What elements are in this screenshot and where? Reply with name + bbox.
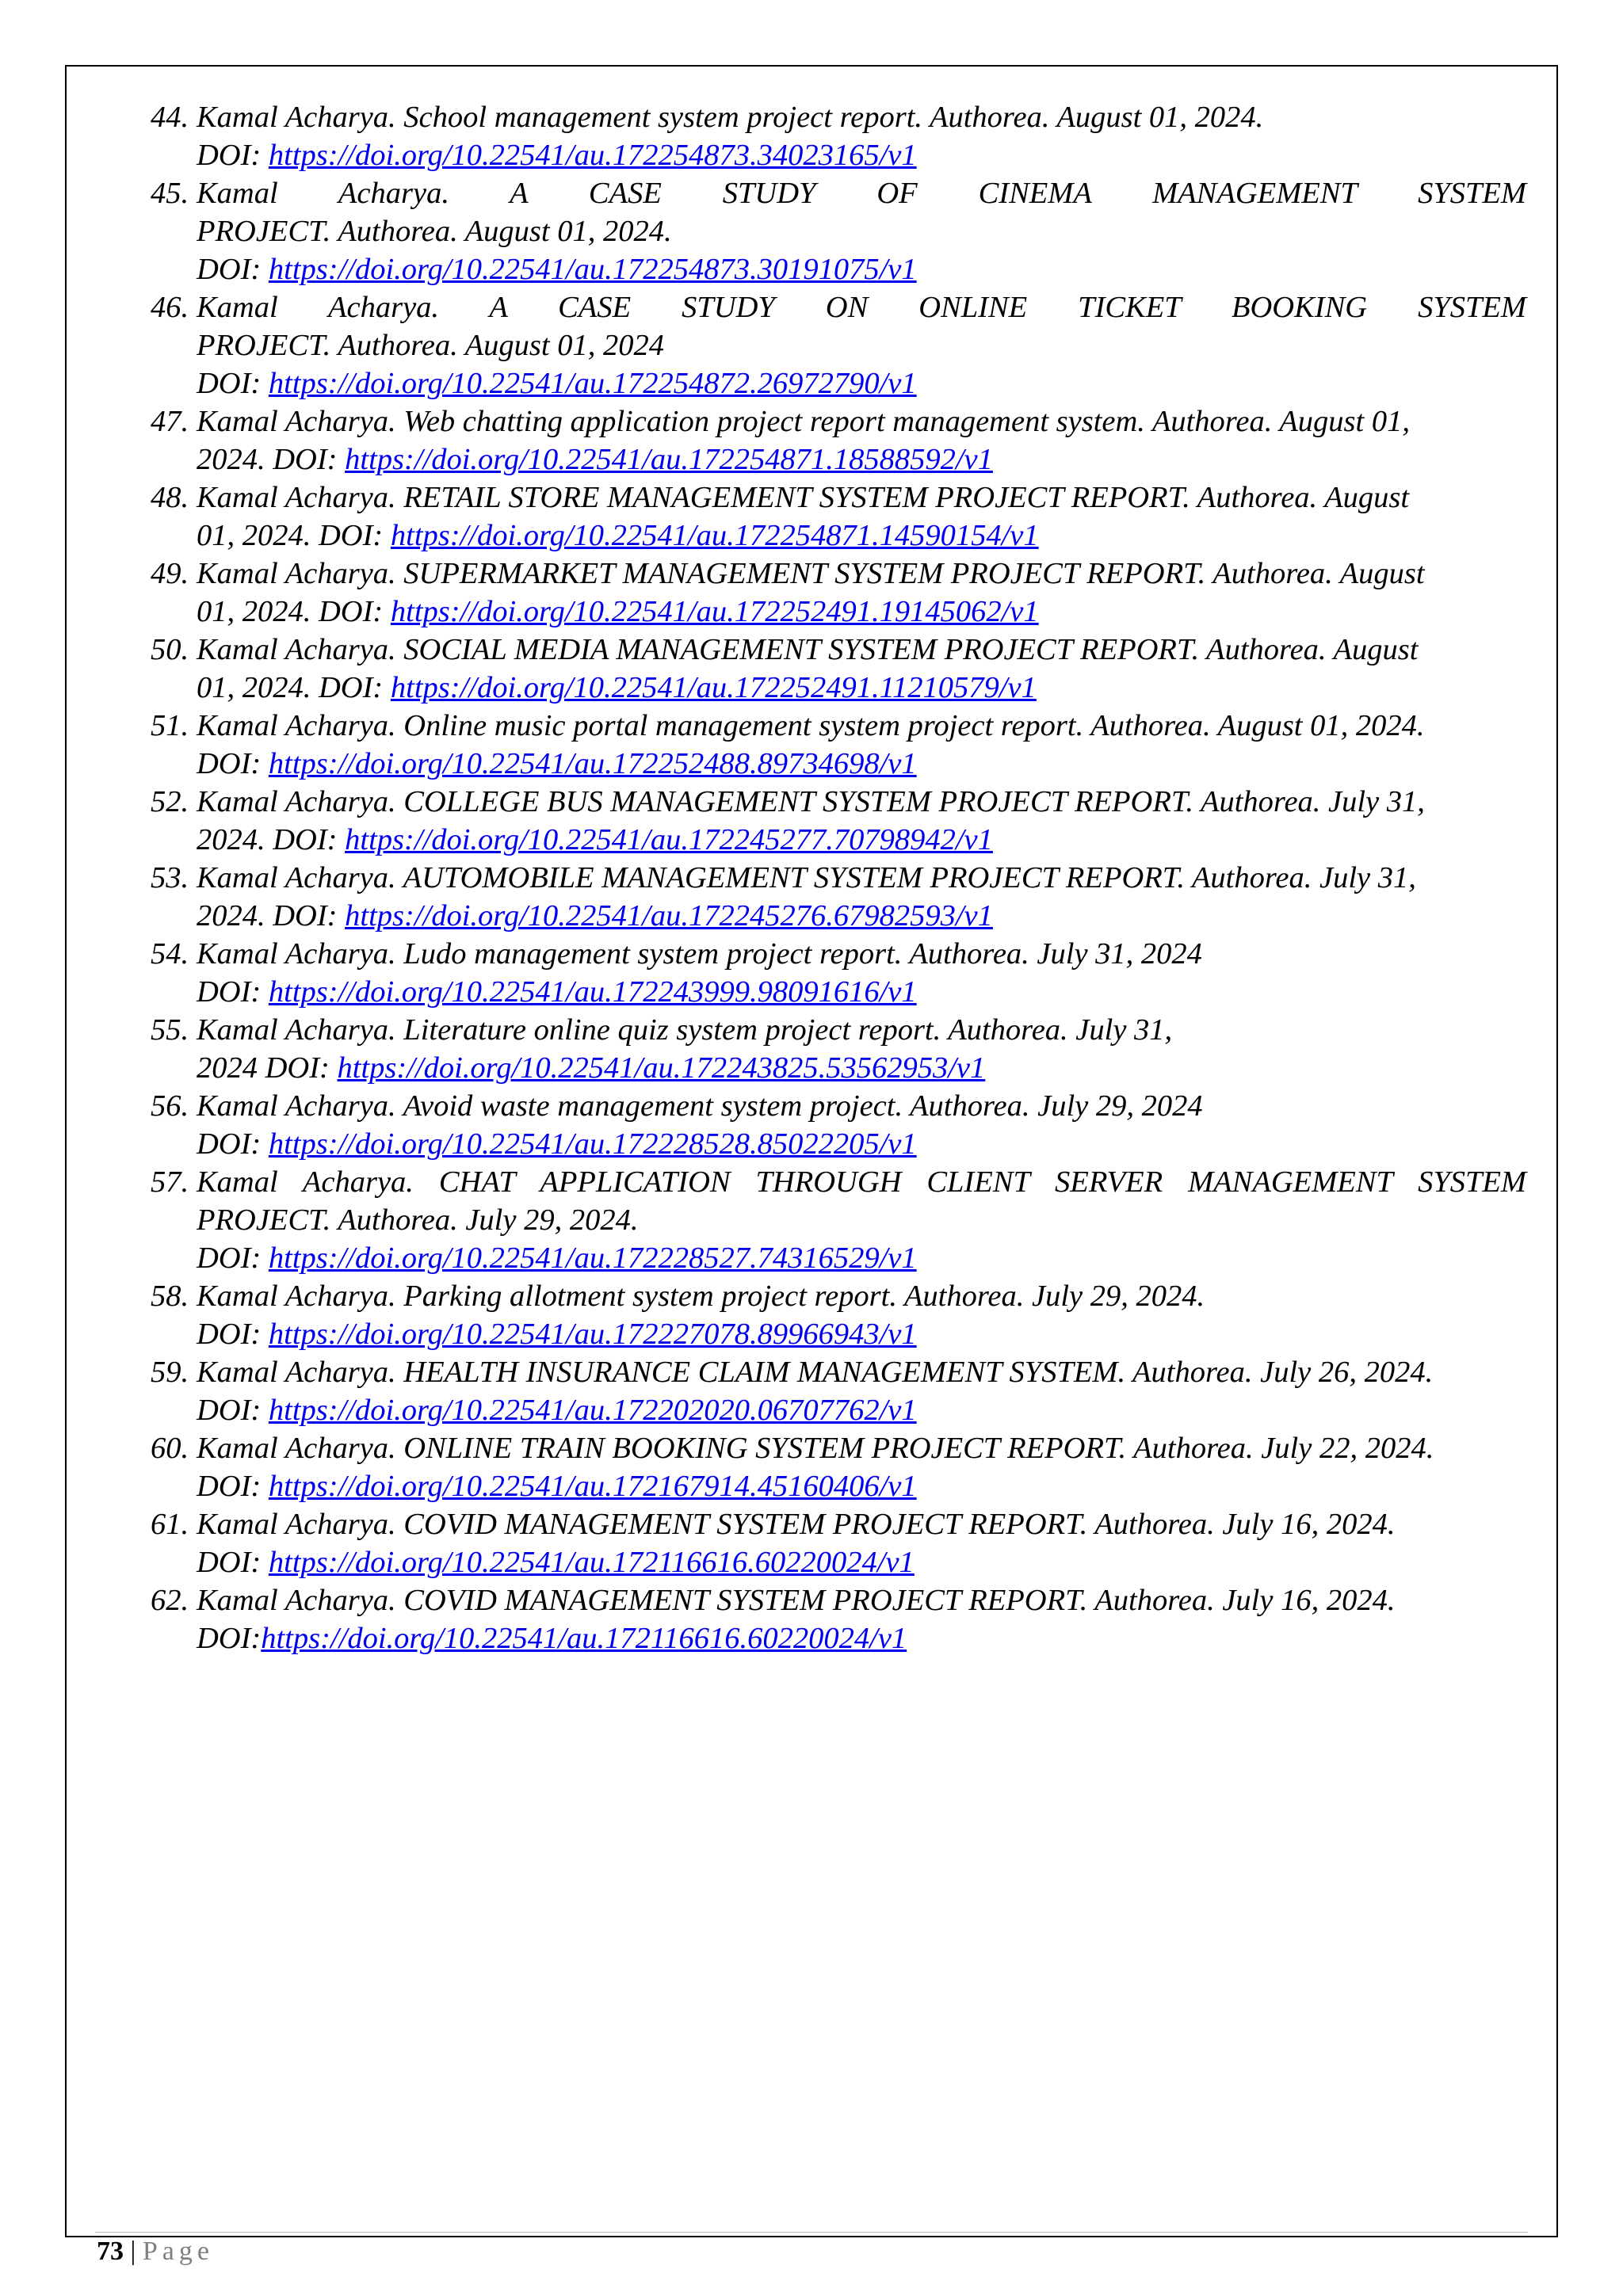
- doi-link[interactable]: https://doi.org/10.22541/au.172254871.14590154/v1: [390, 519, 1039, 552]
- reference-number: 44.: [151, 101, 189, 134]
- doi-link[interactable]: https://doi.org/10.22541/au.172167914.45160406/v1: [268, 1470, 917, 1503]
- reference-item: [151, 1429, 1526, 1505]
- reference-doi-line: [197, 593, 1526, 631]
- reference-doi-line: [197, 1467, 1526, 1505]
- reference-doi-line: [197, 669, 1526, 707]
- reference-number: 47.: [151, 405, 189, 438]
- reference-doi-line: [197, 1239, 1526, 1277]
- doi-prefix: DOI:: [197, 139, 269, 172]
- reference-text-line: Kamal Acharya. COVID MANAGEMENT SYSTEM PROJECT REPORT. Authorea. July 16, 2024.: [197, 1508, 1396, 1541]
- doi-link[interactable]: https://doi.org/10.22541/au.172228527.74316529/v1: [268, 1241, 917, 1275]
- reference-text-line: Kamal Acharya. RETAIL STORE MANAGEMENT SYSTEM PROJECT REPORT. Authorea. August: [197, 481, 1410, 514]
- reference-item: [151, 935, 1526, 1011]
- doi-prefix: 01, 2024. DOI:: [197, 671, 391, 704]
- reference-item: [151, 288, 1526, 402]
- reference-item: [151, 1277, 1526, 1353]
- reference-number: 60.: [151, 1432, 189, 1465]
- reference-doi-line: [197, 1315, 1526, 1353]
- reference-doi-line: [197, 441, 1526, 479]
- reference-doi-line: [197, 136, 1526, 174]
- reference-number: 53.: [151, 861, 189, 894]
- reference-text-line: Kamal Acharya. COVID MANAGEMENT SYSTEM PROJECT REPORT. Authorea. July 16, 2024.: [197, 1584, 1396, 1617]
- reference-item: [151, 98, 1526, 174]
- reference-number: 56.: [151, 1089, 189, 1123]
- reference-text-line: Kamal Acharya. SOCIAL MEDIA MANAGEMENT SYSTEM PROJECT REPORT. Authorea. August: [197, 633, 1419, 666]
- reference-doi-line: [197, 745, 1526, 783]
- reference-text-line: Kamal Acharya. Avoid waste management system project. Authorea. July 29, 2024: [197, 1089, 1203, 1123]
- doi-prefix: 01, 2024. DOI:: [197, 595, 391, 628]
- reference-doi-line: [197, 1125, 1526, 1163]
- doi-prefix: DOI:: [197, 1470, 269, 1503]
- reference-number: 61.: [151, 1508, 189, 1541]
- reference-item: [151, 1163, 1526, 1277]
- doi-link[interactable]: https://doi.org/10.22541/au.172116616.60220024/v1: [268, 1546, 915, 1579]
- reference-text-line: PROJECT. Authorea. July 29, 2024.: [197, 1203, 639, 1237]
- reference-text-line: Kamal Acharya. Ludo management system project report. Authorea. July 31, 2024: [197, 937, 1202, 971]
- reference-item: [151, 1087, 1526, 1163]
- reference-item: [151, 783, 1526, 859]
- doi-prefix: 2024 DOI:: [197, 1051, 338, 1085]
- doi-prefix: DOI:: [197, 253, 269, 286]
- doi-link[interactable]: https://doi.org/10.22541/au.172227078.89966943/v1: [268, 1318, 917, 1351]
- reference-text-line: PROJECT. Authorea. August 01, 2024.: [197, 215, 672, 248]
- doi-prefix: DOI:: [197, 367, 269, 400]
- reference-doi-line: [197, 517, 1526, 555]
- doi-link[interactable]: https://doi.org/10.22541/au.172252491.19145062/v1: [390, 595, 1039, 628]
- doi-prefix: DOI:: [197, 1241, 269, 1275]
- doi-link[interactable]: https://doi.org/10.22541/au.172245277.70798942/v1: [345, 823, 993, 856]
- reference-item: [151, 402, 1526, 479]
- doi-link[interactable]: https://doi.org/10.22541/au.172254873.34023165/v1: [268, 139, 917, 172]
- page-footer: [97, 2236, 214, 2267]
- reference-item: [151, 631, 1526, 707]
- reference-item: [151, 479, 1526, 555]
- reference-item: [151, 1353, 1526, 1429]
- doi-prefix: DOI:: [197, 1127, 269, 1161]
- doi-link[interactable]: https://doi.org/10.22541/au.172252488.89734698/v1: [268, 747, 917, 780]
- reference-text-line: Kamal Acharya. Online music portal management system project report. Authorea. August 01, 2024.: [197, 709, 1425, 742]
- reference-list: [151, 98, 1526, 1657]
- doi-link[interactable]: https://doi.org/10.22541/au.172254871.18588592/v1: [345, 443, 993, 476]
- doi-prefix: 2024. DOI:: [197, 443, 346, 476]
- footer-separator: |: [124, 2237, 143, 2266]
- reference-text-line: Kamal Acharya. AUTOMOBILE MANAGEMENT SYSTEM PROJECT REPORT. Authorea. July 31,: [197, 861, 1416, 894]
- reference-text-line: Kamal Acharya. School management system project report. Authorea. August 01, 2024.: [197, 101, 1264, 134]
- doi-prefix: 2024. DOI:: [197, 823, 346, 856]
- doi-link[interactable]: https://doi.org/10.22541/au.172254873.30191075/v1: [268, 253, 917, 286]
- reference-item: [151, 859, 1526, 935]
- reference-number: 49.: [151, 557, 189, 590]
- doi-prefix: DOI:: [197, 1318, 269, 1351]
- reference-item: [151, 1505, 1526, 1581]
- reference-text-line: Kamal Acharya. A CASE STUDY OF CINEMA MANAGEMENT SYSTEM: [197, 177, 1526, 210]
- reference-text-line: Kamal Acharya. ONLINE TRAIN BOOKING SYSTEM PROJECT REPORT. Authorea. July 22, 2024.: [197, 1432, 1434, 1465]
- page-label: Page: [142, 2237, 214, 2266]
- doi-link[interactable]: https://doi.org/10.22541/au.172202020.06707762/v1: [268, 1394, 917, 1427]
- reference-doi-line: [197, 821, 1526, 859]
- reference-number: 58.: [151, 1280, 189, 1313]
- reference-doi-line: [197, 1391, 1526, 1429]
- reference-number: 50.: [151, 633, 189, 666]
- reference-number: 51.: [151, 709, 189, 742]
- reference-text-line: Kamal Acharya. COLLEGE BUS MANAGEMENT SYSTEM PROJECT REPORT. Authorea. July 31,: [197, 785, 1425, 818]
- doi-link[interactable]: https://doi.org/10.22541/au.172252491.11210579/v1: [390, 671, 1037, 704]
- reference-doi-line: [197, 1619, 1526, 1657]
- reference-number: 48.: [151, 481, 189, 514]
- reference-number: 52.: [151, 785, 189, 818]
- footer-rule: [95, 2232, 1528, 2233]
- reference-doi-line: [197, 1049, 1526, 1087]
- reference-number: 55.: [151, 1013, 189, 1047]
- doi-link[interactable]: https://doi.org/10.22541/au.172243825.53562953/v1: [337, 1051, 986, 1085]
- reference-item: [151, 1581, 1526, 1657]
- reference-text-line: Kamal Acharya. Web chatting application project report management system. Authorea. August 01,: [197, 405, 1410, 438]
- doi-prefix: DOI:: [197, 1394, 269, 1427]
- doi-prefix: 01, 2024. DOI:: [197, 519, 391, 552]
- reference-text-line: Kamal Acharya. A CASE STUDY ON ONLINE TICKET BOOKING SYSTEM: [197, 291, 1526, 324]
- reference-item: [151, 1011, 1526, 1087]
- reference-item: [151, 174, 1526, 288]
- doi-link[interactable]: https://doi.org/10.22541/au.172228528.85022205/v1: [268, 1127, 917, 1161]
- doi-prefix: DOI:: [197, 747, 269, 780]
- reference-doi-line: [197, 897, 1526, 935]
- doi-link[interactable]: https://doi.org/10.22541/au.172116616.60220024/v1: [261, 1622, 907, 1655]
- reference-item: [151, 555, 1526, 631]
- reference-text-line: PROJECT. Authorea. August 01, 2024: [197, 329, 664, 362]
- page-number: 73: [97, 2237, 124, 2266]
- reference-text-line: Kamal Acharya. SUPERMARKET MANAGEMENT SYSTEM PROJECT REPORT. Authorea. August: [197, 557, 1425, 590]
- reference-number: 54.: [151, 937, 189, 971]
- doi-link[interactable]: https://doi.org/10.22541/au.172245276.67982593/v1: [345, 899, 993, 933]
- reference-doi-line: [197, 250, 1526, 288]
- doi-prefix: DOI:: [197, 1622, 262, 1655]
- reference-number: 59.: [151, 1356, 189, 1389]
- reference-number: 62.: [151, 1584, 189, 1617]
- reference-doi-line: [197, 1543, 1526, 1581]
- reference-doi-line: [197, 364, 1526, 402]
- reference-text-line: Kamal Acharya. Parking allotment system project report. Authorea. July 29, 2024.: [197, 1280, 1205, 1313]
- reference-number: 57.: [151, 1165, 189, 1199]
- doi-prefix: 2024. DOI:: [197, 899, 346, 933]
- doi-prefix: DOI:: [197, 1546, 269, 1579]
- doi-prefix: DOI:: [197, 975, 269, 1009]
- doi-link[interactable]: https://doi.org/10.22541/au.172254872.26972790/v1: [268, 367, 917, 400]
- reference-item: [151, 707, 1526, 783]
- reference-doi-line: [197, 973, 1526, 1011]
- reference-number: 45.: [151, 177, 189, 210]
- doi-link[interactable]: https://doi.org/10.22541/au.172243999.98091616/v1: [268, 975, 917, 1009]
- reference-text-line: Kamal Acharya. HEALTH INSURANCE CLAIM MANAGEMENT SYSTEM. Authorea. July 26, 2024.: [197, 1356, 1434, 1389]
- reference-number: 46.: [151, 291, 189, 324]
- reference-text-line: Kamal Acharya. CHAT APPLICATION THROUGH CLIENT SERVER MANAGEMENT SYSTEM: [197, 1165, 1526, 1199]
- reference-text-line: Kamal Acharya. Literature online quiz system project report. Authorea. July 31,: [197, 1013, 1173, 1047]
